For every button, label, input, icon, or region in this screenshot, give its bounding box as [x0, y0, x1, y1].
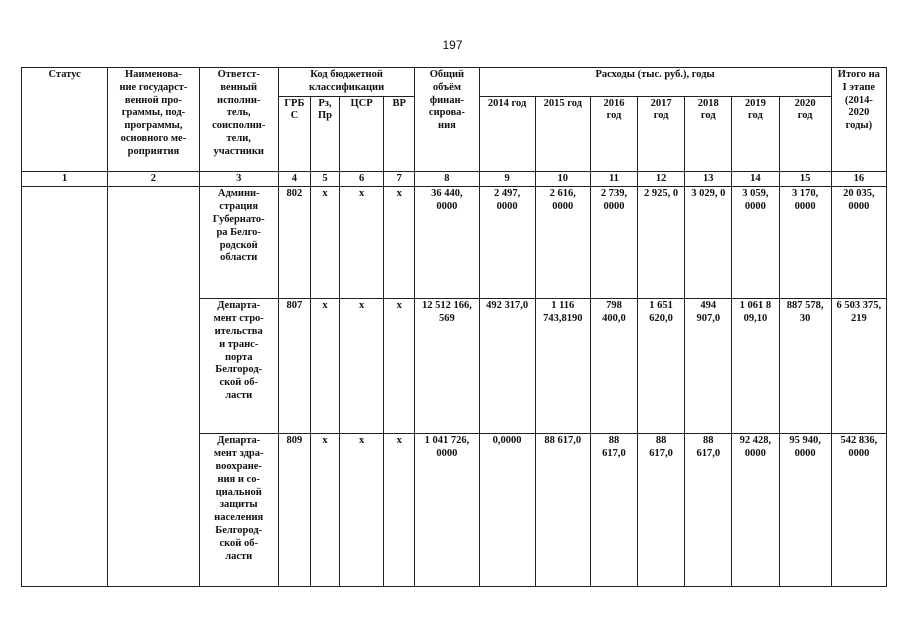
header-year-2016: 2016 год	[590, 96, 637, 171]
year-2017-cell: 88 617,0	[638, 434, 685, 587]
csr-cell: х	[340, 187, 384, 299]
column-number: 7	[384, 171, 415, 187]
header-executor: Ответст- венный исполни- тель, соисполни- тели, участники	[199, 68, 278, 172]
column-number-row	[22, 171, 887, 187]
header-status: Статус	[22, 68, 108, 172]
year-2014-cell: 2 497, 0000	[479, 187, 535, 299]
header-expenses: Расходы (тыс. руб.), годы	[479, 68, 831, 97]
stage-total-cell: 20 035, 0000	[831, 187, 886, 299]
total-volume-cell: 36 440, 0000	[415, 187, 479, 299]
year-2018-cell: 3 029, 0	[685, 187, 732, 299]
header-row-top	[22, 68, 887, 97]
header-year-2015: 2015 год	[535, 96, 590, 171]
vr-cell: х	[384, 299, 415, 434]
header-year-2014: 2014 год	[479, 96, 535, 171]
program-name-cell	[108, 187, 199, 587]
header-rz-pr: Рз, Пр	[310, 96, 339, 171]
year-2020-cell: 3 170, 0000	[779, 187, 831, 299]
column-number: 8	[415, 171, 479, 187]
total-volume-cell: 12 512 166, 569	[415, 299, 479, 434]
column-number: 12	[638, 171, 685, 187]
year-2016-cell: 798 400,0	[590, 299, 637, 434]
year-2017-cell: 2 925, 0	[638, 187, 685, 299]
rz-pr-cell: х	[310, 187, 339, 299]
column-number: 4	[278, 171, 310, 187]
header-budget-code: Код бюджетной классификации	[278, 68, 414, 97]
header-vr: ВР	[384, 96, 415, 171]
year-2017-cell: 1 651 620,0	[638, 299, 685, 434]
executor-cell: Департа- мент стро- ительства и транс- порта Белгород- ской об- ласти	[199, 299, 278, 434]
column-number: 14	[732, 171, 779, 187]
csr-cell: х	[340, 434, 384, 587]
column-number: 10	[535, 171, 590, 187]
year-2020-cell: 887 578, 30	[779, 299, 831, 434]
rz-pr-cell: х	[310, 434, 339, 587]
column-number: 16	[831, 171, 886, 187]
year-2015-cell: 88 617,0	[535, 434, 590, 587]
year-2015-cell: 1 116 743,8190	[535, 299, 590, 434]
stage-total-cell: 542 836, 0000	[831, 434, 886, 587]
executor-cell: Департа- мент здра- воохране- ния и со- циальной защиты населения Белгород- ской об- ласти	[199, 434, 278, 587]
column-number: 3	[199, 171, 278, 187]
header-csr: ЦСР	[340, 96, 384, 171]
rz-pr-cell: х	[310, 299, 339, 434]
column-number: 1	[22, 171, 108, 187]
year-2014-cell: 0,0000	[479, 434, 535, 587]
column-number: 2	[108, 171, 199, 187]
grbs-cell: 809	[278, 434, 310, 587]
column-number: 9	[479, 171, 535, 187]
stage-total-cell: 6 503 375, 219	[831, 299, 886, 434]
year-2014-cell: 492 317,0	[479, 299, 535, 434]
column-number: 11	[590, 171, 637, 187]
header-stage-total: Итого на I этапе (2014- 2020 годы)	[831, 68, 886, 172]
header-year-2019: 2019 год	[732, 96, 779, 171]
csr-cell: х	[340, 299, 384, 434]
executor-cell: Админи- страция Губернато- ра Белго- родской области	[199, 187, 278, 299]
year-2016-cell: 88 617,0	[590, 434, 637, 587]
grbs-cell: 807	[278, 299, 310, 434]
header-grbs: ГРБ С	[278, 96, 310, 171]
page-number: 197	[442, 38, 463, 52]
header-year-2017: 2017 год	[638, 96, 685, 171]
header-program-name: Наименова- ние государст- венной про- граммы, под- программы, основного ме- роприятия	[108, 68, 199, 172]
vr-cell: х	[384, 434, 415, 587]
table-row	[22, 187, 887, 299]
column-number: 5	[310, 171, 339, 187]
year-2019-cell: 1 061 8 09,10	[732, 299, 779, 434]
vr-cell: х	[384, 187, 415, 299]
year-2018-cell: 494 907,0	[685, 299, 732, 434]
status-cell	[22, 187, 108, 587]
column-number: 6	[340, 171, 384, 187]
column-number: 15	[779, 171, 831, 187]
year-2020-cell: 95 940, 0000	[779, 434, 831, 587]
year-2015-cell: 2 616, 0000	[535, 187, 590, 299]
year-2018-cell: 88 617,0	[685, 434, 732, 587]
header-total-volume: Общий объём финан- сирова- ния	[415, 68, 479, 172]
grbs-cell: 802	[278, 187, 310, 299]
year-2019-cell: 3 059, 0000	[732, 187, 779, 299]
column-number: 13	[685, 171, 732, 187]
total-volume-cell: 1 041 726, 0000	[415, 434, 479, 587]
year-2016-cell: 2 739, 0000	[590, 187, 637, 299]
budget-table	[21, 67, 887, 587]
header-year-2018: 2018 год	[685, 96, 732, 171]
year-2019-cell: 92 428, 0000	[732, 434, 779, 587]
header-year-2020: 2020 год	[779, 96, 831, 171]
